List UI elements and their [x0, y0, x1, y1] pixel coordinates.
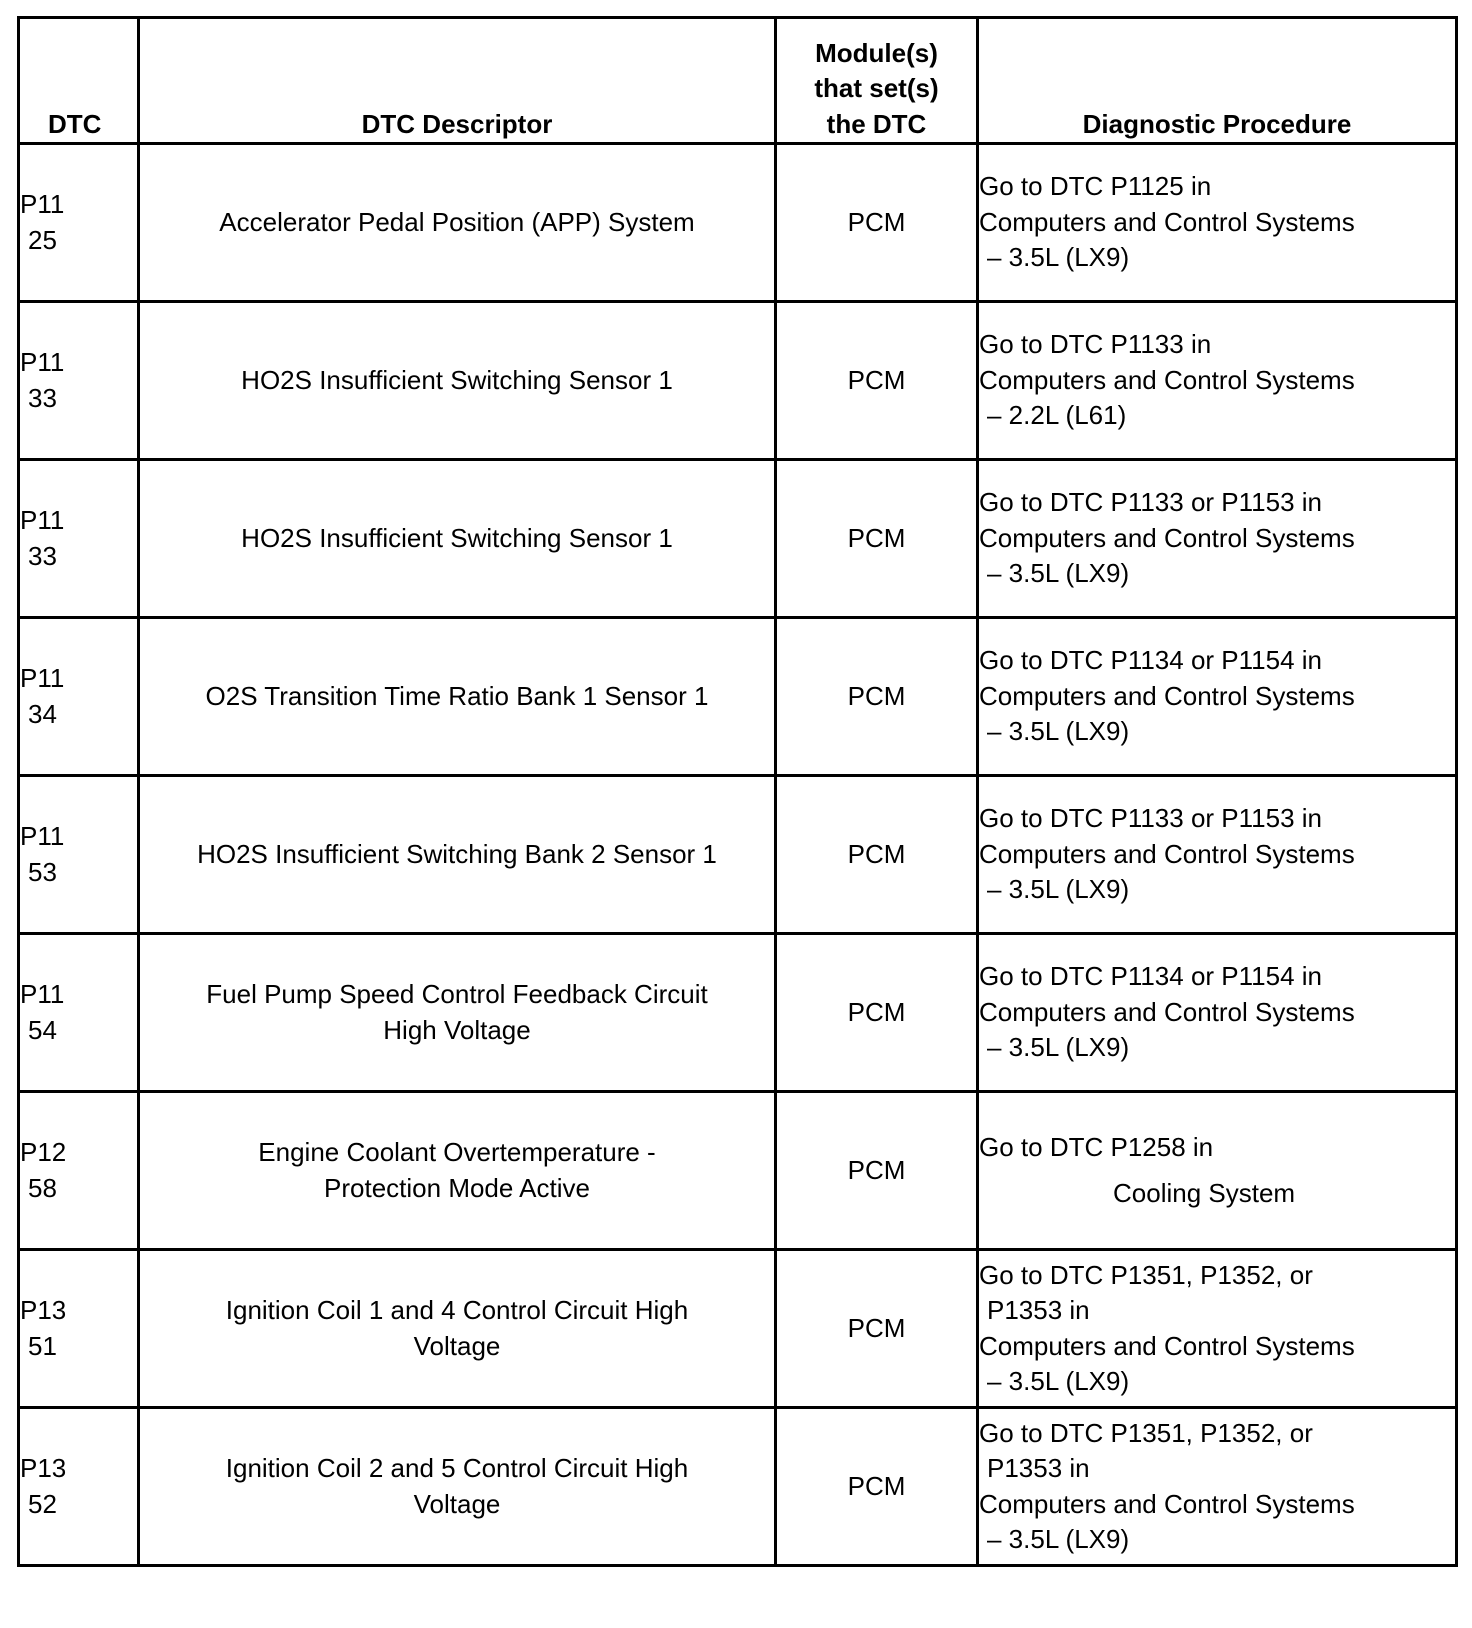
- dtc-table: [17, 16, 1458, 1567]
- header-procedure: Diagnostic Procedure: [978, 18, 1457, 144]
- module-value: PCM: [847, 1312, 906, 1343]
- procedure-line4: – 3.5L (LX9): [987, 242, 1130, 273]
- dtc-descriptor-cell: [139, 1408, 776, 1566]
- procedure-line4: – 3.5L (LX9): [987, 874, 1130, 905]
- module-value: PCM: [847, 364, 906, 395]
- module-value: PCM: [847, 206, 906, 237]
- descriptor-line2: Voltage: [413, 1488, 501, 1519]
- dtc-code-part2: 51: [28, 1330, 57, 1361]
- procedure-line3: Computers and Control Systems: [979, 1330, 1355, 1361]
- header-module-line2: that set(s): [814, 73, 939, 104]
- procedure-line1: Go to DTC P1133 in: [979, 329, 1212, 360]
- module-cell: [776, 934, 978, 1092]
- dtc-descriptor-cell: [139, 144, 776, 302]
- procedure-line3: Computers and Control Systems: [979, 680, 1355, 711]
- dtc-code-part2: 52: [28, 1488, 57, 1519]
- procedure-cell: [978, 302, 1457, 460]
- procedure-line1: Go to DTC P1351, P1352, or: [979, 1417, 1313, 1448]
- descriptor-line1: Ignition Coil 2 and 5 Control Circuit High: [225, 1453, 689, 1484]
- table-row: [19, 460, 1457, 618]
- module-cell: [776, 1092, 978, 1250]
- module-cell: [776, 460, 978, 618]
- module-value: PCM: [847, 680, 906, 711]
- module-cell: [776, 1408, 978, 1566]
- dtc-code-part1: P13: [20, 1453, 67, 1484]
- table-row: [19, 1250, 1457, 1408]
- descriptor-line1: Fuel Pump Speed Control Feedback Circuit: [206, 979, 708, 1010]
- procedure-cell: [978, 460, 1457, 618]
- descriptor-line1: O2S Transition Time Ratio Bank 1 Sensor 1: [205, 680, 709, 711]
- module-value: PCM: [847, 996, 906, 1027]
- dtc-code-part1: P12: [20, 1137, 67, 1168]
- dtc-code-part2: 58: [28, 1172, 57, 1203]
- procedure-line2: P1353 in: [987, 1295, 1090, 1326]
- module-value: PCM: [847, 1154, 906, 1185]
- procedure-line4: – 3.5L (LX9): [987, 1523, 1130, 1554]
- header-module-line3: the DTC: [826, 108, 927, 139]
- procedure-line3: Computers and Control Systems: [979, 1488, 1355, 1519]
- descriptor-line1: HO2S Insufficient Switching Bank 2 Sensor 1: [197, 838, 717, 869]
- procedure-line3: Computers and Control Systems: [979, 522, 1355, 553]
- procedure-line2: P1353 in: [987, 1453, 1090, 1484]
- descriptor-line2: Protection Mode Active: [324, 1172, 590, 1203]
- procedure-line1: Go to DTC P1133 or P1153 in: [979, 487, 1323, 518]
- module-value: PCM: [847, 1470, 906, 1501]
- dtc-code-part2: 34: [28, 698, 57, 729]
- procedure-line3: Computers and Control Systems: [979, 996, 1355, 1027]
- procedure-cell: [978, 934, 1457, 1092]
- dtc-code-part1: P11: [20, 189, 65, 220]
- dtc-code-cell: [19, 776, 139, 934]
- procedure-cell: [978, 1408, 1457, 1566]
- dtc-code-part2: 53: [28, 856, 57, 887]
- table-row: [19, 618, 1457, 776]
- dtc-code-cell: [19, 460, 139, 618]
- header-descriptor: DTC Descriptor: [139, 18, 776, 144]
- dtc-code-part2: 25: [28, 224, 57, 255]
- dtc-descriptor-cell: [139, 934, 776, 1092]
- header-row: [19, 18, 1457, 144]
- table-row: [19, 1408, 1457, 1566]
- procedure-line4: – 2.2L (L61): [987, 400, 1127, 431]
- module-value: PCM: [847, 838, 906, 869]
- procedure-line1: Go to DTC P1134 or P1154 in: [979, 961, 1323, 992]
- descriptor-line1: Engine Coolant Overtemperature -: [258, 1137, 656, 1168]
- table-row: [19, 302, 1457, 460]
- table-row: [19, 1092, 1457, 1250]
- dtc-code-cell: [19, 1250, 139, 1408]
- table-body: [19, 144, 1457, 1566]
- table-row: [19, 776, 1457, 934]
- module-cell: [776, 302, 978, 460]
- dtc-code-part2: 33: [28, 382, 57, 413]
- table-row: [19, 144, 1457, 302]
- module-cell: [776, 1250, 978, 1408]
- dtc-code-part1: P11: [20, 347, 65, 378]
- procedure-line1: Go to DTC P1133 or P1153 in: [979, 803, 1323, 834]
- descriptor-line2: High Voltage: [383, 1014, 531, 1045]
- procedure-line4: – 3.5L (LX9): [987, 558, 1130, 589]
- module-cell: [776, 144, 978, 302]
- dtc-code-cell: [19, 1092, 139, 1250]
- header-module-line1: Module(s): [815, 37, 938, 68]
- procedure-line3: Computers and Control Systems: [979, 206, 1355, 237]
- procedure-cell: [978, 1250, 1457, 1408]
- descriptor-line2: Voltage: [413, 1330, 501, 1361]
- descriptor-line1: Accelerator Pedal Position (APP) System: [219, 206, 695, 237]
- procedure-cell: [978, 144, 1457, 302]
- module-cell: [776, 776, 978, 934]
- module-cell: [776, 618, 978, 776]
- procedure-line4: – 3.5L (LX9): [987, 716, 1130, 747]
- header-dtc: DTC: [19, 18, 139, 144]
- dtc-code-cell: [19, 144, 139, 302]
- dtc-code-part1: P11: [20, 979, 65, 1010]
- dtc-code-cell: [19, 618, 139, 776]
- module-value: PCM: [847, 522, 906, 553]
- dtc-code-cell: [19, 934, 139, 1092]
- dtc-descriptor-cell: [139, 618, 776, 776]
- procedure-line1: Go to DTC P1125 in: [979, 171, 1212, 202]
- procedure-line3: Cooling System: [1113, 1177, 1296, 1208]
- dtc-descriptor-cell: [139, 1092, 776, 1250]
- procedure-line3: Computers and Control Systems: [979, 838, 1355, 869]
- dtc-code-cell: [19, 302, 139, 460]
- procedure-line4: – 3.5L (LX9): [987, 1032, 1130, 1063]
- dtc-descriptor-cell: [139, 1250, 776, 1408]
- dtc-code-part2: 33: [28, 540, 57, 571]
- dtc-code-part2: 54: [28, 1014, 57, 1045]
- procedure-line4: – 3.5L (LX9): [987, 1365, 1130, 1396]
- table-row: [19, 934, 1457, 1092]
- procedure-line1: Go to DTC P1134 or P1154 in: [979, 645, 1323, 676]
- dtc-code-cell: [19, 1408, 139, 1566]
- dtc-descriptor-cell: [139, 460, 776, 618]
- descriptor-line1: Ignition Coil 1 and 4 Control Circuit High: [225, 1295, 689, 1326]
- header-module: [776, 18, 978, 144]
- dtc-code-part1: P11: [20, 821, 65, 852]
- dtc-code-part1: P11: [20, 505, 65, 536]
- descriptor-line1: HO2S Insufficient Switching Sensor 1: [241, 364, 673, 395]
- procedure-line1: Go to DTC P1351, P1352, or: [979, 1259, 1313, 1290]
- descriptor-line1: HO2S Insufficient Switching Sensor 1: [241, 522, 673, 553]
- procedure-cell: [978, 618, 1457, 776]
- dtc-code-part1: P11: [20, 663, 65, 694]
- procedure-cell: [978, 1092, 1457, 1250]
- procedure-cell: [978, 776, 1457, 934]
- procedure-line1: Go to DTC P1258 in: [979, 1132, 1214, 1163]
- dtc-code-part1: P13: [20, 1295, 67, 1326]
- dtc-descriptor-cell: [139, 776, 776, 934]
- procedure-line3: Computers and Control Systems: [979, 364, 1355, 395]
- dtc-descriptor-cell: [139, 302, 776, 460]
